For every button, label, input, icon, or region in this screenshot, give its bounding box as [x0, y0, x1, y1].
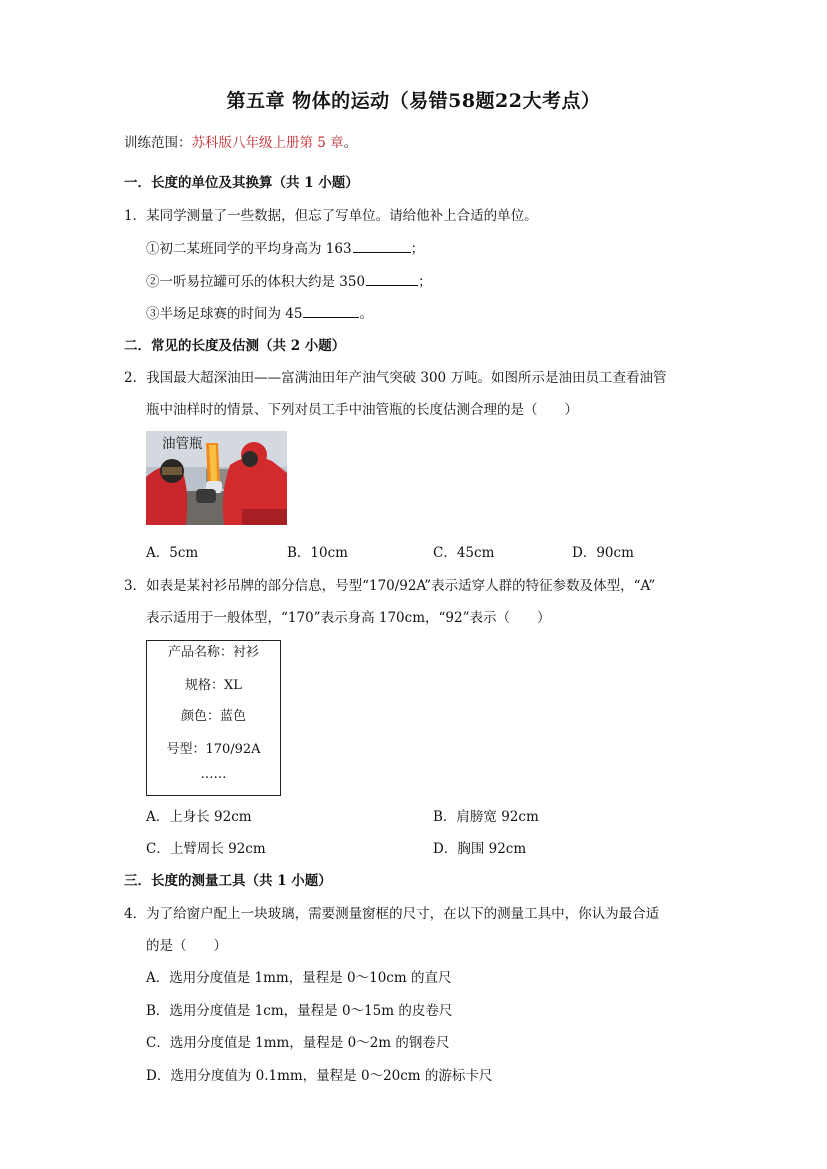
answer-blank[interactable] [353, 240, 411, 253]
tag-line-size: 规格：XL [185, 678, 242, 693]
training-scope [124, 131, 357, 151]
question-2-option-a[interactable]: A．5cm [146, 545, 199, 561]
shirt-tag-table [146, 640, 281, 796]
question-2-line-1: 2．我国最大超深油田——富满油田年产油气突破 300 万吨。如图所示是油田员工查看油管 [124, 370, 667, 386]
answer-blank[interactable] [303, 305, 359, 318]
tag-line-model: 号型：170/92A [166, 742, 261, 757]
section-heading-2: 二．常见的长度及估测（共 2 小题） [124, 338, 346, 354]
question-3-option-a[interactable]: A．上身长 92cm [146, 809, 252, 825]
question-4-option-c[interactable]: C．选用分度值是 1mm，量程是 0～2m 的钢卷尺 [146, 1035, 450, 1051]
page-title: 第五章 物体的运动（易错58题22大考点） [226, 90, 601, 112]
question-1-stem: 1．某同学测量了一些数据，但忘了写单位。请给他补上合适的单位。 [124, 208, 538, 224]
question-4-option-a[interactable]: A．选用分度值是 1mm，量程是 0～10cm 的直尺 [146, 970, 452, 986]
question-2-option-b[interactable]: B．10cm [287, 545, 348, 561]
tag-line-product: 产品名称：衬衫 [167, 645, 259, 660]
scope-end: 。 [343, 135, 358, 151]
section-heading-3: 三．长度的测量工具（共 1 小题） [124, 873, 332, 889]
photo-label: 油管瓶 [162, 436, 203, 452]
scope-label: 训练范围： [124, 135, 192, 151]
answer-blank[interactable] [366, 273, 418, 286]
tag-line-ellipsis: …… [200, 767, 227, 782]
question-2-line-2: 瓶中油样时的情景、下列对员工手中油管瓶的长度估测合理的是（ ） [146, 402, 578, 418]
question-4-option-b[interactable]: B．选用分度值是 1cm，量程是 0～15m 的皮卷尺 [146, 1003, 453, 1019]
question-2-option-c[interactable]: C．45cm [433, 545, 495, 561]
question-3-line-2: 表示适用于一般体型，“170”表示身高 170cm，“92”表示（ ） [146, 610, 551, 626]
question-3-option-c[interactable]: C．上臂周长 92cm [146, 841, 266, 857]
question-4-line-1: 4．为了给窗户配上一块玻璃，需要测量窗框的尺寸，在以下的测量工具中，你认为最合适 [124, 906, 660, 922]
question-4-line-2: 的是（ ） [146, 938, 227, 954]
question-3-option-d[interactable]: D．胸围 92cm [433, 841, 527, 857]
question-2-option-d[interactable]: D．90cm [572, 545, 634, 561]
question-1-item-3: ③半场足球赛的时间为 45 。 [146, 306, 373, 322]
question-1-item-1: ①初二某班同学的平均身高为 163 ； [146, 241, 425, 257]
question-1-item-2: ②一听易拉罐可乐的体积大约是 350 ； [146, 274, 432, 290]
section-heading-1: 一．长度的单位及其换算（共 1 小题） [124, 175, 359, 191]
question-3-line-1: 3．如表是某衬衫吊牌的部分信息，号型“170/92A”表示适穿人群的特征参数及体型，“A” [124, 578, 656, 594]
tag-line-color: 颜色：蓝色 [180, 709, 246, 724]
oil-field-photo [146, 431, 287, 525]
question-3-option-b[interactable]: B．肩膀宽 92cm [433, 809, 539, 825]
scope-value: 苏科版八年级上册第 5 章 [191, 135, 344, 151]
question-4-option-d[interactable]: D．选用分度值为 0.1mm，量程是 0～20cm 的游标卡尺 [146, 1068, 493, 1084]
